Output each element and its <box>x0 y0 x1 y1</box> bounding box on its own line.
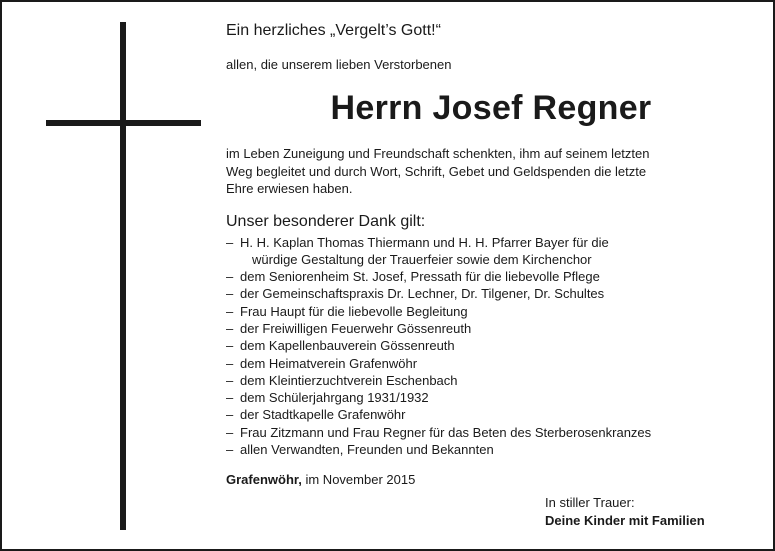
notice-content <box>226 20 756 489</box>
list-item-text: dem Kapellenbauverein Gössenreuth <box>240 338 455 354</box>
list-item <box>226 441 756 458</box>
list-item-text: H. H. Kaplan Thomas Thiermann und H. H. Pfarrer Bayer für die <box>240 234 609 250</box>
list-item <box>226 406 756 423</box>
body-text <box>226 145 756 198</box>
list-item <box>226 320 756 337</box>
list-item-text: der Gemeinschaftspraxis Dr. Lechner, Dr. Tilgener, Dr. Schultes <box>240 286 605 302</box>
list-item-text: dem Schülerjahrgang 1931/1932 <box>240 390 429 406</box>
body-line: Ehre erwiesen haben. <box>226 181 353 196</box>
signature-name: Deine Kinder mit Familien <box>545 513 705 528</box>
deceased-name: Herrn Josef Regner <box>330 89 652 127</box>
cross-icon <box>120 22 126 530</box>
dash-bullet: – <box>226 390 234 406</box>
date: im November 2015 <box>301 472 416 488</box>
list-item <box>226 337 756 354</box>
thanks-heading: Ein herzliches „Vergelt’s Gott!“ <box>226 22 441 39</box>
dank-list <box>226 234 756 459</box>
list-item-continuation: würdige Gestaltung der Trauerfeier sowie dem Kirchenchor <box>252 251 592 267</box>
list-item <box>226 389 756 406</box>
list-item-text: Frau Haupt für die liebevolle Begleitung <box>240 303 468 319</box>
signature-block <box>545 494 705 530</box>
body-line: Weg begleitet und durch Wort, Schrift, Gebet und Geldspenden die letzte <box>226 163 647 179</box>
dash-bullet: – <box>226 303 234 319</box>
signature-line: In stiller Trauer: <box>545 495 635 510</box>
dash-bullet: – <box>226 355 234 371</box>
body-line: im Leben Zuneigung und Freundschaft schenkten, ihm auf seinem letzten <box>226 146 650 161</box>
list-item-text: dem Kleintierzuchtverein Eschenbach <box>240 372 458 388</box>
dash-bullet: – <box>226 424 234 440</box>
dash-bullet: – <box>226 442 234 458</box>
list-item <box>226 268 756 285</box>
list-item <box>226 372 756 389</box>
place-date <box>226 471 756 489</box>
list-item-text: dem Heimatverein Grafenwöhr <box>240 355 418 371</box>
list-item-text: der Stadtkapelle Grafenwöhr <box>240 407 406 423</box>
dash-bullet: – <box>226 269 234 285</box>
place: Grafenwöhr, <box>226 472 302 488</box>
dash-bullet: – <box>226 372 234 388</box>
list-item-text: der Freiwilligen Feuerwehr Gössenreuth <box>240 320 472 336</box>
list-item <box>226 234 756 269</box>
dash-bullet: – <box>226 338 234 354</box>
intro-text: allen, die unserem lieben Verstorbenen <box>226 57 452 72</box>
dank-heading: Unser besonderer Dank gilt: <box>226 212 426 230</box>
list-item <box>226 303 756 320</box>
list-item <box>226 355 756 372</box>
list-item <box>226 424 756 441</box>
list-item-text: dem Seniorenheim St. Josef, Pressath für die liebevolle Pflege <box>240 269 600 285</box>
cross-icon-bar <box>46 120 201 126</box>
list-item-text: Frau Zitzmann und Frau Regner für das Beten des Sterberosenkranzes <box>240 424 652 440</box>
dash-bullet: – <box>226 234 234 250</box>
list-item-text: allen Verwandten, Freunden und Bekannten <box>240 442 494 458</box>
dash-bullet: – <box>226 320 234 336</box>
list-item <box>226 285 756 302</box>
dash-bullet: – <box>226 407 234 423</box>
dash-bullet: – <box>226 286 234 302</box>
